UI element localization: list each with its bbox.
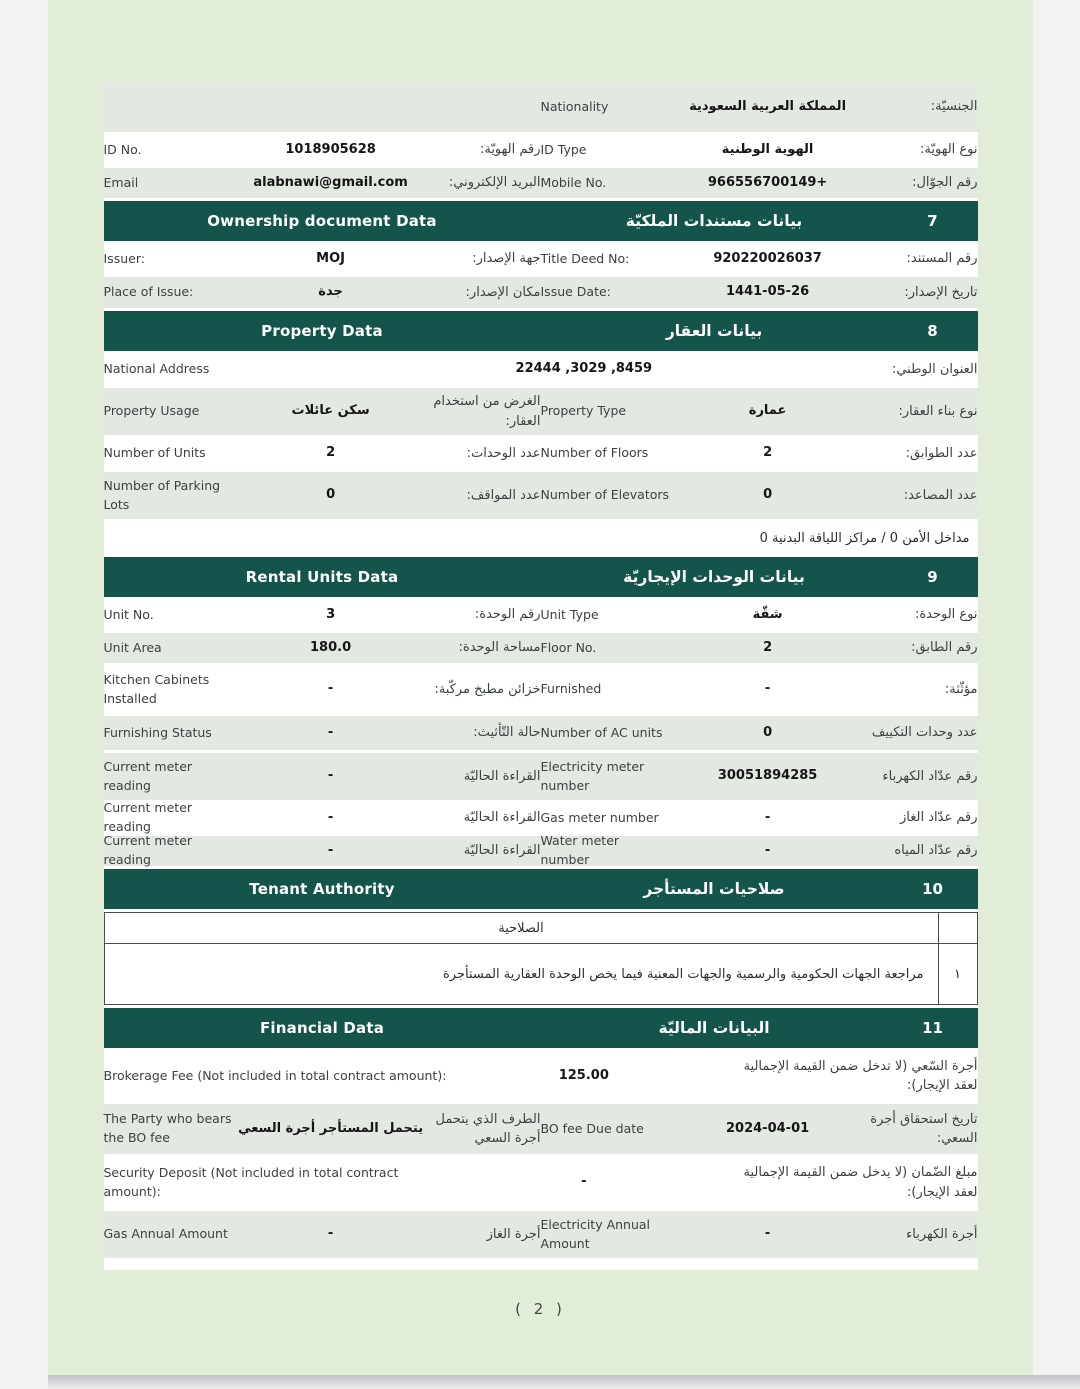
field-label-en: Gas Annual Amount — [103, 1226, 228, 1242]
field-half-right — [541, 753, 978, 800]
section-title-en: Ownership document Data — [207, 212, 437, 230]
field-label-ar: رقم عدّاد الغاز — [900, 810, 978, 826]
section-number: 8 — [927, 322, 938, 340]
field-half-left — [104, 600, 541, 630]
field-half-right — [541, 666, 978, 713]
field-half-right — [541, 600, 978, 630]
field-label-ar: نوع الهويّة: — [920, 142, 978, 158]
field-label-ar: رقم عدّاد الكهرباء — [882, 768, 978, 784]
field-label-ar: عدد الطوابق: — [905, 445, 978, 461]
field-half-left — [104, 666, 541, 713]
field-value: - — [327, 1226, 334, 1242]
field-label-ar: عدد المصاعد: — [903, 487, 978, 503]
field-label-en: Unit Area — [103, 639, 162, 655]
field-label-en: Number of Parking Lots — [103, 477, 221, 512]
field-value: 0 — [326, 487, 336, 503]
field-label-en: ID No. — [103, 141, 142, 157]
field-value: - — [764, 809, 771, 825]
field-label-ar: عدد الوحدات: — [466, 445, 541, 461]
field-value: 2024-04-01 — [726, 1120, 810, 1136]
field-half-left — [104, 82, 541, 132]
field-row — [104, 753, 978, 800]
field-label-en: Current meter reading — [103, 800, 193, 834]
field-value: - — [764, 1226, 771, 1242]
field-label-ar: مبلغ الضّمان (لا يدخل ضمن القيمة الإجمالية لعقد الإيجار): — [743, 1165, 978, 1200]
field-row — [104, 600, 978, 630]
field-label-en: Number of Elevators — [540, 487, 670, 503]
field-label-en: Security Deposit (Not included in total contract amount): — [103, 1164, 399, 1199]
field-label-ar: رقم المستند: — [906, 251, 978, 267]
field-label-en: Floor No. — [540, 639, 597, 655]
field-row — [104, 633, 978, 663]
field-row — [104, 716, 978, 750]
field-label-en: Current meter reading — [103, 833, 193, 867]
field-row-full — [104, 1051, 978, 1101]
field-half-left — [103, 833, 541, 867]
field-half-right — [541, 716, 978, 750]
field-label-en: Current meter reading — [103, 758, 193, 793]
field-label-ar: أجرة السّعي (لا تدخل ضمن القيمة الإجمالية لعقد الإيجار): — [743, 1058, 978, 1093]
section-header — [104, 1008, 978, 1048]
field-value: 180.0 — [310, 639, 352, 655]
field-label-ar: عدد المواقف: — [466, 487, 541, 503]
note-row — [104, 522, 978, 554]
authority-header-num-cell — [938, 913, 977, 943]
field-half-left — [104, 244, 541, 274]
section-header — [104, 311, 978, 351]
section-title-ar: بيانات العقار — [665, 322, 763, 340]
field-label-ar: نوع الوحدة: — [914, 607, 978, 623]
field-label-en: Electricity Annual Amount — [540, 1216, 651, 1251]
field-label-ar: أجرة الغاز — [486, 1226, 541, 1242]
field-label-ar: حالة التّأثيث: — [473, 725, 541, 741]
authority-row — [105, 943, 977, 1004]
field-row — [104, 277, 978, 308]
field-row — [104, 135, 978, 165]
field-row — [104, 244, 978, 274]
field-half-left — [104, 388, 541, 435]
field-half-right — [541, 1104, 978, 1154]
field-half-left — [104, 716, 541, 750]
section-title-en: Financial Data — [259, 1019, 385, 1037]
field-label-en: Issuer: — [103, 250, 145, 266]
authority-header-cell: الصلاحية — [498, 920, 544, 936]
field-label-en: ID Type — [540, 141, 587, 157]
field-row — [104, 82, 978, 132]
field-label-en: Email — [103, 174, 139, 190]
section-number: 9 — [927, 568, 938, 586]
field-label-ar: العنوان الوطني: — [891, 361, 978, 377]
field-label-ar: الطرف الذي يتحمل أجرة السعي — [435, 1111, 541, 1146]
field-half-right — [541, 472, 978, 519]
field-value: 2 — [763, 639, 773, 655]
field-label-en: Property Usage — [103, 403, 200, 419]
field-value: 1441-05-26 — [726, 284, 810, 300]
field-label-en: Unit No. — [103, 606, 154, 622]
field-half-left — [104, 168, 541, 198]
section-header — [104, 201, 978, 241]
field-label-en: Furnished — [540, 681, 602, 697]
field-label-en: Unit Type — [540, 606, 599, 622]
field-label-ar: رقم الوحدة: — [474, 607, 541, 623]
contract-content — [104, 82, 978, 1270]
field-label-en: The Party who bears the BO fee — [103, 1111, 232, 1145]
field-label-en: Furnishing Status — [103, 724, 212, 740]
section-number: 10 — [922, 880, 943, 898]
field-row — [104, 1211, 978, 1258]
field-label-en: Title Deed No: — [540, 250, 630, 266]
field-label-en: Number of Units — [103, 445, 206, 461]
field-label-ar: رقم الجوّال: — [912, 175, 978, 191]
field-half-left — [104, 277, 541, 308]
field-label-en: National Address — [103, 361, 210, 377]
section-title-ar: بيانات مستندات الملكيّة — [625, 212, 803, 230]
section-header — [104, 557, 978, 597]
field-label-en: Property Type — [540, 403, 627, 419]
field-label-en: Issue Date: — [540, 284, 611, 300]
note-text: مداخل الأمن 0 / مراكز اللياقة البدنية 0 — [759, 530, 970, 546]
field-label-ar: مؤثّثة: — [944, 681, 978, 697]
field-row-full — [104, 354, 978, 385]
field-value: 920220026037 — [713, 250, 822, 266]
field-label-ar: نوع بناء العقار: — [898, 403, 978, 419]
field-half-right — [540, 833, 978, 867]
field-value: - — [327, 724, 334, 740]
field-row — [104, 168, 978, 198]
field-label-ar: أجرة الكهرباء — [906, 1226, 978, 1242]
field-value: سكن عائلات — [291, 403, 370, 419]
field-value: 3 — [326, 606, 336, 622]
field-label-en: BO fee Due date — [540, 1120, 644, 1136]
field-half-right — [541, 388, 978, 435]
field-half-right — [541, 168, 978, 198]
authority-table — [104, 912, 978, 1005]
field-half-left — [103, 800, 541, 834]
authority-header-row — [105, 913, 977, 943]
field-label-en: Gas meter number — [540, 809, 659, 825]
field-value: 1018905628 — [285, 141, 376, 157]
field-half-left — [104, 1211, 541, 1258]
field-label-en: Number of Floors — [540, 445, 649, 461]
field-label-ar: القراءة الحاليّة — [463, 843, 541, 859]
field-value: alabnawi@gmail.com — [253, 174, 408, 190]
field-label-ar: مكان الإصدار: — [465, 284, 541, 300]
section-header — [104, 869, 978, 909]
field-half-left — [104, 135, 541, 165]
field-half-right — [541, 277, 978, 308]
field-half-right — [541, 438, 978, 469]
field-label-ar: البريد الإلكتروني: — [448, 175, 541, 191]
field-value: جدة — [318, 284, 343, 300]
field-label-en: Kitchen Cabinets Installed — [103, 671, 210, 706]
field-label-en: Water meter number — [540, 833, 620, 867]
field-row — [103, 833, 978, 867]
field-value: - — [327, 768, 334, 784]
field-value: - — [327, 809, 334, 825]
field-value: عمارة — [748, 403, 787, 419]
field-value: يتحمل المستأجر أجرة السعي — [238, 1120, 424, 1136]
field-row — [104, 666, 978, 713]
field-label-ar: القراءة الحاليّة — [463, 768, 541, 784]
field-label-ar: رقم الهويّة: — [479, 142, 541, 158]
section-title-en: Rental Units Data — [245, 568, 399, 586]
field-label-en: Nationality — [540, 98, 609, 114]
field-value: الهوية الوطنية — [721, 141, 814, 157]
field-value: 0 — [763, 487, 773, 503]
section-title-en: Tenant Authority — [249, 880, 395, 898]
field-label-en: Number of AC units — [540, 724, 663, 740]
field-label-ar: رقم الطابق: — [911, 640, 978, 656]
field-value: +966556700149 — [707, 174, 828, 190]
field-half-right — [541, 82, 978, 132]
authority-row-text: مراجعة الجهات الحكومية والرسمية والجهات المعنية فيما يخص الوحدة العقارية المستأجرة — [443, 966, 924, 982]
field-label-ar: خزائن مطبخ مركّبة: — [434, 681, 541, 697]
page-bottom-shadow — [48, 1375, 1080, 1389]
field-row — [104, 388, 978, 435]
field-label-en: Electricity meter number — [540, 758, 645, 793]
field-value: - — [327, 681, 334, 697]
field-value: 0 — [763, 724, 773, 740]
document-page — [48, 0, 1033, 1375]
field-label-en: Mobile No. — [540, 174, 607, 190]
field-value: 2 — [763, 445, 773, 461]
field-value: 125.00 — [558, 1067, 609, 1083]
field-half-left — [104, 633, 541, 663]
section-title-ar: بيانات الوحدات الإيجاريّة — [623, 568, 805, 586]
field-half-right — [541, 803, 978, 833]
field-value: MOJ — [316, 250, 345, 266]
field-row — [104, 472, 978, 519]
field-row — [104, 1104, 978, 1154]
section-title-ar: البيانات الماليّة — [658, 1019, 770, 1037]
field-value: - — [327, 842, 334, 858]
field-label-ar: رقم عدّاد المياه — [894, 843, 978, 859]
field-value: 8459, 3029, 22444 — [515, 361, 653, 377]
field-label-ar: تاريخ استحقاق أجرة السعي: — [870, 1111, 978, 1146]
field-value: شقّة — [752, 606, 783, 622]
section-title-ar: صلاحيات المستأجر — [643, 880, 785, 898]
authority-row-number: ١ — [938, 944, 977, 1004]
field-half-left — [104, 438, 541, 469]
field-label-en: Brokerage Fee (Not included in total contract amount): — [103, 1067, 447, 1083]
section-title-en: Property Data — [261, 322, 383, 340]
field-value: 2 — [326, 445, 336, 461]
section-number: 7 — [927, 212, 938, 230]
field-label-ar: القراءة الحاليّة — [463, 810, 541, 826]
field-label-ar: مساحة الوحدة: — [458, 640, 541, 656]
field-half-right — [541, 1211, 978, 1258]
field-half-left — [104, 753, 541, 800]
field-row — [104, 438, 978, 469]
field-half-left — [104, 1104, 541, 1154]
field-label-ar: الجنسيّة: — [930, 99, 978, 115]
field-row-full — [104, 1157, 978, 1208]
field-label-ar: جهة الإصدار: — [472, 251, 541, 267]
field-value: - — [764, 681, 771, 697]
field-value: 30051894285 — [717, 768, 818, 784]
field-value: - — [581, 1174, 587, 1190]
field-label-en: Place of Issue: — [103, 284, 194, 300]
field-half-right — [541, 244, 978, 274]
page-number: ( 2 ) — [515, 1300, 566, 1318]
field-half-right — [541, 135, 978, 165]
field-value: - — [764, 842, 771, 858]
field-label-ar: تاريخ الإصدار: — [904, 284, 978, 300]
field-half-left — [104, 472, 541, 519]
field-row — [103, 800, 978, 834]
field-half-right — [541, 633, 978, 663]
field-label-ar: عدد وحدات التكييف — [871, 725, 978, 741]
field-value: المملكة العربية السعودية — [689, 98, 847, 114]
field-label-ar: الغرض من استخدام العقار: — [433, 394, 541, 429]
section-number: 11 — [922, 1019, 943, 1037]
